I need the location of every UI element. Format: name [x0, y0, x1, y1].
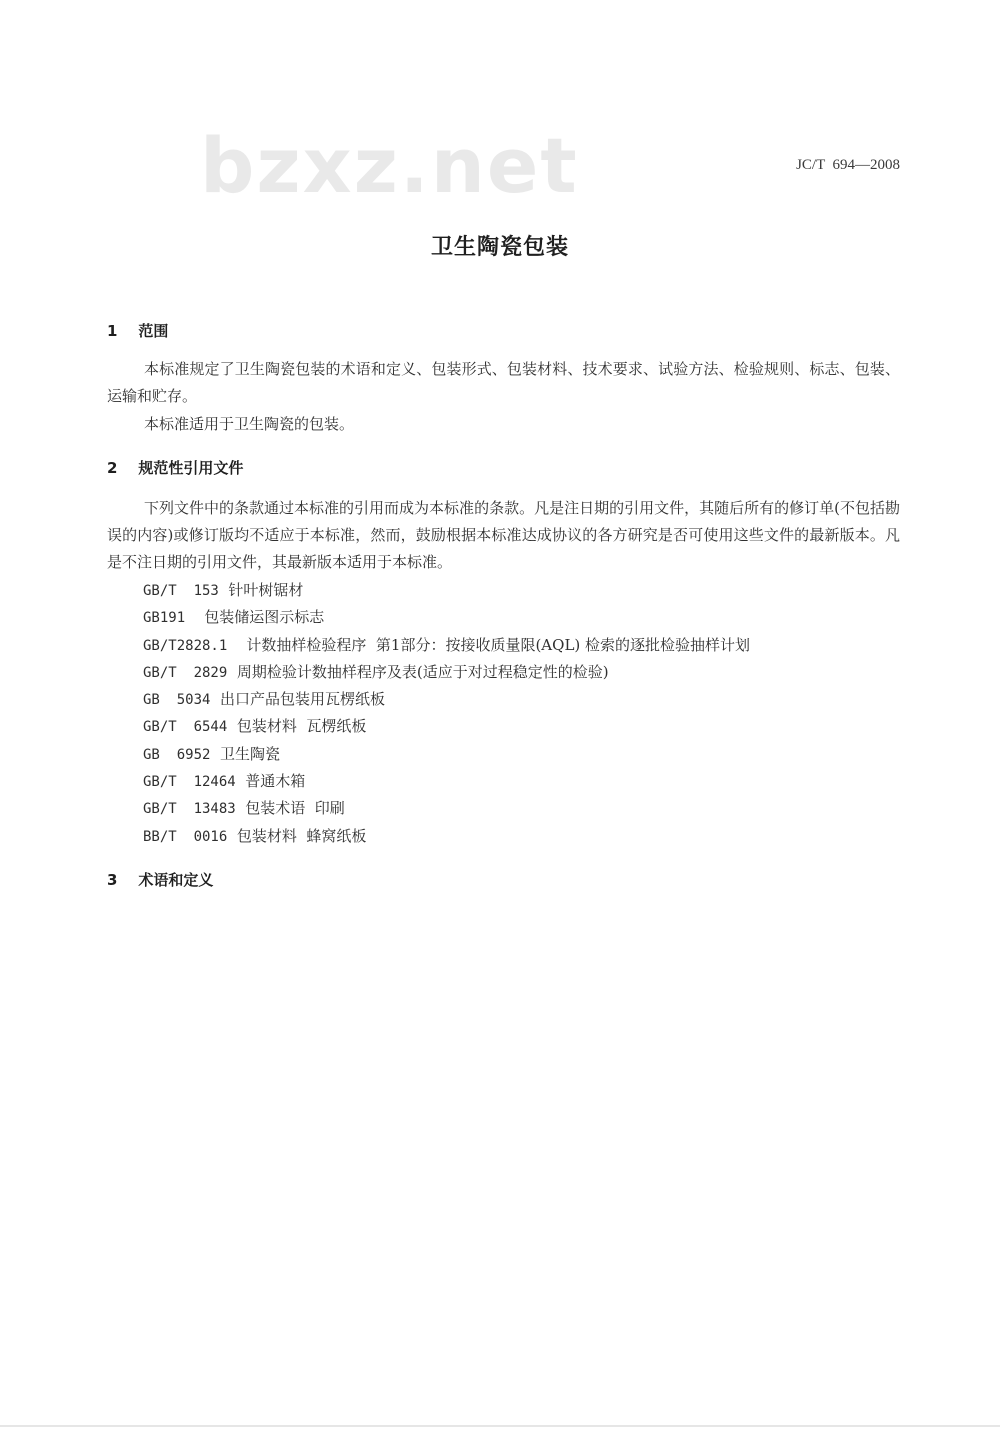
section-number: 1 [107, 322, 118, 340]
reference-item [143, 604, 750, 631]
reference-item [143, 659, 750, 686]
section-3-heading [107, 869, 213, 890]
reference-item [143, 632, 750, 659]
reference-list [143, 577, 750, 850]
section-title: 范围 [138, 322, 169, 340]
reference-code: GB191 [143, 610, 186, 627]
reference-title: 卫生陶瓷 [219, 744, 280, 763]
reference-code: BB/T 0016 [143, 828, 228, 845]
reference-item [143, 768, 750, 795]
section-1-paragraph-2: 本标准适用于卫生陶瓷的包装。 [144, 415, 355, 433]
reference-title: 普通木箱 [245, 772, 306, 791]
section-1-paragraph-1: 本标准规定了卫生陶瓷包装的术语和定义、包装形式、包装材料、技术要求、试验方法、检验规则、标志、包装、运输和贮存。 [107, 360, 900, 405]
standard-code: JC/T 694—2008 [796, 157, 900, 173]
document-title: 卫生陶瓷包装 [430, 235, 569, 260]
section-number: 3 [107, 871, 118, 889]
reference-item [143, 823, 750, 850]
section-number: 2 [107, 459, 118, 477]
reference-item [143, 795, 750, 822]
reference-code: GB/T 153 [143, 583, 219, 599]
reference-title: 包装术语 印刷 [245, 799, 345, 818]
reference-title: 针叶树锯材 [228, 581, 304, 599]
reference-title: 包装材料 蜂窝纸板 [236, 826, 367, 845]
watermark: bzxz.net [200, 121, 579, 210]
reference-item [143, 713, 750, 740]
section-1-heading [107, 320, 168, 341]
reference-code: GB/T 6544 [143, 719, 228, 736]
reference-code: GB/T 13483 [143, 801, 236, 818]
section-2-paragraph-1: 下列文件中的条款通过本标准的引用而成为本标准的条款。凡是注日期的引用文件，其随后所有的修订单(不包括勘误的内容)或修订版均不适应于本标准，然而，鼓励根据本标准达成协议的各方研究是否可使用这些文件的最新版本。凡是不注日期的引用文件，其最新版本适用于本标准。 [107, 499, 900, 571]
reference-item [143, 686, 750, 713]
reference-code: GB/T2828.1 [143, 637, 228, 654]
section-title: 术语和定义 [138, 871, 214, 889]
section-2-heading [107, 457, 243, 478]
reference-title: 周期检验计数抽样程序及表(适应于对过程稳定性的检验) [236, 662, 609, 681]
reference-item [143, 577, 750, 604]
reference-title: 出口产品包装用瓦楞纸板 [219, 690, 385, 709]
reference-code: GB 6952 [143, 746, 211, 763]
reference-code: GB/T 12464 [143, 774, 236, 791]
reference-title: 计数抽样检验程序 第1部分：按接收质量限(AQL) 检索的逐批检验抽样计划 [246, 635, 751, 654]
reference-title: 包装材料 瓦楞纸板 [236, 717, 367, 736]
reference-code: GB 5034 [143, 692, 211, 709]
section-title: 规范性引用文件 [138, 459, 244, 477]
page-bottom-divider [0, 1425, 1000, 1427]
reference-title: 包装储运图示标志 [204, 608, 325, 627]
reference-code: GB/T 2829 [143, 664, 228, 681]
reference-item [143, 741, 750, 768]
